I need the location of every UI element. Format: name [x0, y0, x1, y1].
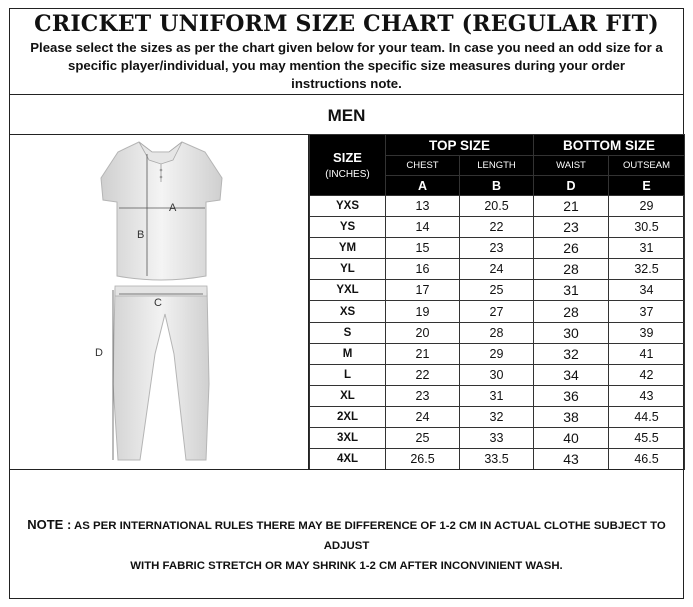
waist-cell: 31 — [534, 280, 609, 301]
label-b: B — [137, 229, 145, 241]
length-cell: 28 — [460, 322, 534, 343]
table-row — [310, 238, 685, 259]
outseam-cell: 44.5 — [609, 406, 685, 427]
chest-cell: 16 — [386, 259, 460, 280]
table-row — [310, 196, 685, 217]
waist-cell: 26 — [534, 238, 609, 259]
size-label-cell: XL — [310, 385, 386, 406]
outseam-cell: 29 — [609, 196, 685, 217]
outseam-cell: 39 — [609, 322, 685, 343]
chest-cell: 22 — [386, 364, 460, 385]
chest-cell: 13 — [386, 196, 460, 217]
length-cell: 20.5 — [460, 196, 534, 217]
outseam-cell: 37 — [609, 301, 685, 322]
column-letter: E — [609, 176, 685, 196]
subtitle-line-3: instructions note. — [291, 76, 402, 91]
uniform-illustration — [9, 134, 309, 469]
outseam-cell: 32.5 — [609, 259, 685, 280]
waist-cell: 34 — [534, 364, 609, 385]
page-subtitle — [14, 39, 679, 93]
top-size-header: TOP SIZE — [386, 135, 534, 156]
chest-cell: 23 — [386, 385, 460, 406]
note-line-1 — [14, 515, 679, 556]
column-letter: A — [386, 176, 460, 196]
length-cell: 27 — [460, 301, 534, 322]
size-unit: (INCHES) — [325, 169, 370, 180]
subtitle-line-2: specific player/individual, you may mention the specific size measures during your order — [68, 58, 625, 73]
table-row — [310, 385, 685, 406]
waist-cell: 30 — [534, 322, 609, 343]
subtitle-line-1: Please select the sizes as per the chart given below for your team. In case you need an odd size for a — [30, 40, 663, 55]
note-text-1: AS PER INTERNATIONAL RULES THERE MAY BE DIFFERENCE OF 1-2 CM IN ACTUAL CLOTHE SUBJECT TO ADJUST — [74, 520, 666, 552]
size-label-cell: YS — [310, 217, 386, 238]
outseam-cell: 30.5 — [609, 217, 685, 238]
length-cell: 33 — [460, 428, 534, 449]
divider — [9, 94, 684, 95]
column-header: LENGTH — [460, 156, 534, 176]
outseam-cell: 45.5 — [609, 428, 685, 449]
waist-cell: 38 — [534, 406, 609, 427]
length-cell: 29 — [460, 343, 534, 364]
size-header: SIZE — [333, 150, 362, 165]
page-title: CRICKET UNIFORM SIZE CHART (REGULAR FIT) — [34, 11, 659, 37]
size-label-cell: YM — [310, 238, 386, 259]
length-cell: 31 — [460, 385, 534, 406]
table-row — [310, 364, 685, 385]
length-cell: 32 — [460, 406, 534, 427]
size-label-cell: 2XL — [310, 406, 386, 427]
label-a: A — [169, 202, 177, 214]
waist-cell: 36 — [534, 385, 609, 406]
size-label-cell: L — [310, 364, 386, 385]
column-header: CHEST — [386, 156, 460, 176]
size-label-cell: YXL — [310, 280, 386, 301]
outseam-cell: 34 — [609, 280, 685, 301]
label-c: C — [154, 297, 162, 309]
note-lead: NOTE : — [27, 517, 72, 532]
table-row — [310, 301, 685, 322]
size-header-cell — [310, 135, 386, 196]
waist-cell: 40 — [534, 428, 609, 449]
chest-cell: 15 — [386, 238, 460, 259]
chest-cell: 26.5 — [386, 449, 460, 470]
chest-cell: 19 — [386, 301, 460, 322]
waist-cell: 32 — [534, 343, 609, 364]
waist-cell: 21 — [534, 196, 609, 217]
table-row — [310, 217, 685, 238]
size-label-cell: XS — [310, 301, 386, 322]
outseam-cell: 42 — [609, 364, 685, 385]
table-row — [310, 428, 685, 449]
length-cell: 33.5 — [460, 449, 534, 470]
size-label-cell: 4XL — [310, 449, 386, 470]
pants-icon — [113, 286, 209, 460]
length-cell: 22 — [460, 217, 534, 238]
chest-cell: 25 — [386, 428, 460, 449]
table-row — [310, 406, 685, 427]
size-table — [309, 134, 685, 470]
table-row — [310, 343, 685, 364]
divider — [9, 469, 684, 470]
section-title: MEN — [327, 106, 366, 125]
length-cell: 30 — [460, 364, 534, 385]
chest-cell: 24 — [386, 406, 460, 427]
waist-cell: 28 — [534, 301, 609, 322]
column-letter: B — [460, 176, 534, 196]
waist-cell: 43 — [534, 449, 609, 470]
size-label-cell: 3XL — [310, 428, 386, 449]
outseam-cell: 43 — [609, 385, 685, 406]
note — [14, 515, 679, 576]
column-header: OUTSEAM — [609, 156, 685, 176]
chest-cell: 17 — [386, 280, 460, 301]
shirt-icon — [101, 142, 222, 280]
column-letter: D — [534, 176, 609, 196]
size-label-cell: YXS — [310, 196, 386, 217]
table-row — [310, 322, 685, 343]
length-cell: 23 — [460, 238, 534, 259]
size-label-cell: YL — [310, 259, 386, 280]
size-label-cell: M — [310, 343, 386, 364]
chest-cell: 14 — [386, 217, 460, 238]
size-label-cell: S — [310, 322, 386, 343]
column-header: WAIST — [534, 156, 609, 176]
chest-cell: 20 — [386, 322, 460, 343]
outseam-cell: 41 — [609, 343, 685, 364]
label-d: D — [95, 347, 103, 359]
table-row — [310, 449, 685, 470]
waist-cell: 28 — [534, 259, 609, 280]
outseam-cell: 46.5 — [609, 449, 685, 470]
waist-cell: 23 — [534, 217, 609, 238]
note-line-2: WITH FABRIC STRETCH OR MAY SHRINK 1-2 CM AFTER INCONVINIENT WASH. — [130, 560, 563, 572]
length-cell: 25 — [460, 280, 534, 301]
uniform-svg — [9, 134, 307, 469]
bottom-size-header: BOTTOM SIZE — [534, 135, 685, 156]
table-row — [310, 280, 685, 301]
length-cell: 24 — [460, 259, 534, 280]
table-row — [310, 259, 685, 280]
outseam-cell: 31 — [609, 238, 685, 259]
chest-cell: 21 — [386, 343, 460, 364]
